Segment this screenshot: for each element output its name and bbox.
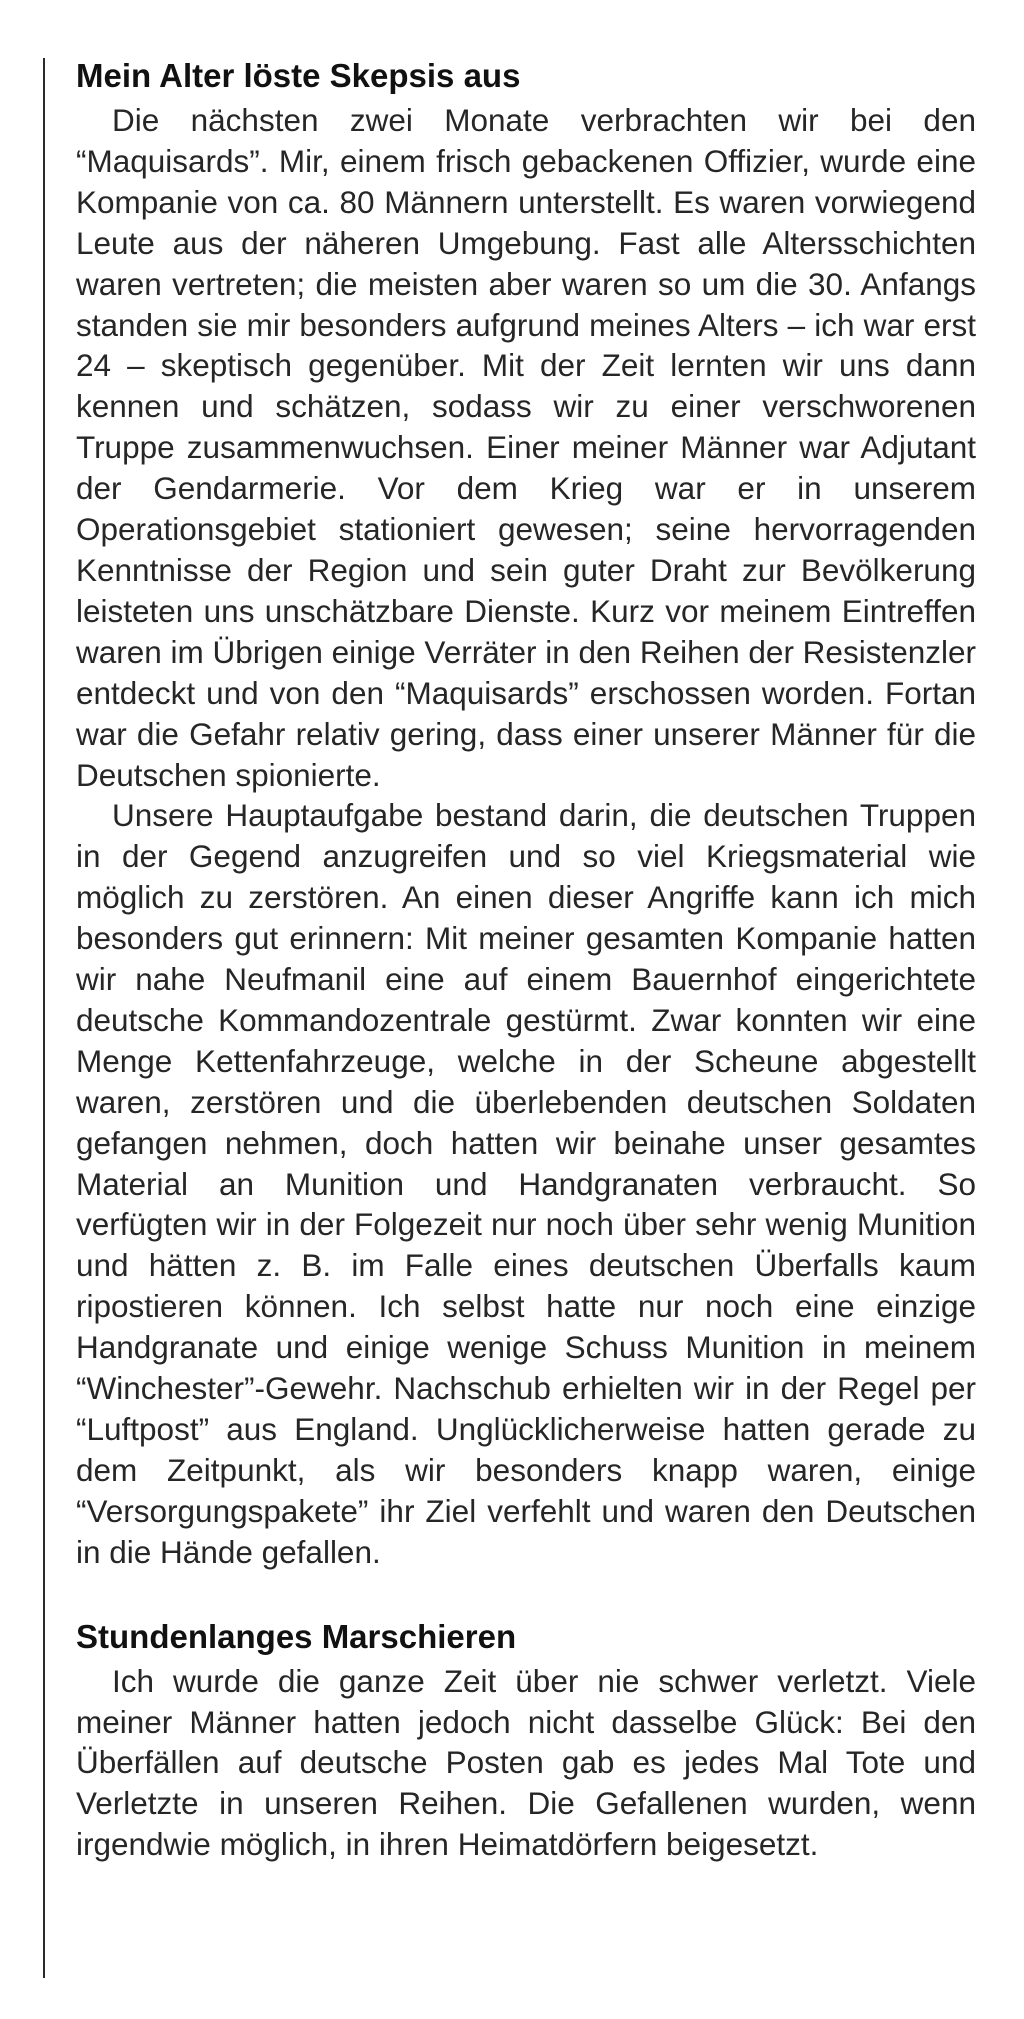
section-heading: Stundenlanges Marschieren	[76, 1617, 517, 1655]
margin-rule	[43, 58, 45, 1978]
paragraph: Unsere Hauptaufgabe bestand darin, die deutschen Truppen in der Gegend anzugreifen und so viel Kriegsmaterial wie möglich zu zerstören. An einen dieser Angriffe kann ich mich besonders gut erinnern: Mit meiner gesamten Kompanie hatten wir nahe Neufmanil eine auf einem Bauernhof eingerichtete deutsche Kommandozentrale gestürmt. Zwar konnten wir eine Menge Kettenfahrzeuge, welche in der Scheune abgestellt waren, zerstören und die überlebenden deutschen Soldaten gefangen nehmen, doch hatten wir beinahe unser gesamtes Material an Munition und Handgranaten verbraucht. So verfügten wir in der Folgezeit nur noch über sehr wenig Munition und hätten z. B. im Falle eines deutschen Überfalls kaum ripostieren können. Ich selbst hatte nur noch eine einzige Handgranate und einige wenige Schuss Munition in meinem “Winchester”-Gewehr. Nachschub erhielten wir in der Regel per “Luftpost” aus England. Unglücklicherweise hatten gerade zu dem Zeitpunkt, als wir besonders knapp waren, einige “Versorgungspakete” ihr Ziel verfehlt und waren den Deutschen in die Hände gefallen.	[76, 797, 976, 1570]
section-spacer	[76, 1573, 976, 1613]
section-heading: Mein Alter löste Skepsis aus	[76, 57, 521, 94]
section-mein-alter	[76, 52, 976, 1573]
paragraph: Ich wurde die ganze Zeit über nie schwer verletzt. Viele meiner Männer hatten jedoch nicht dasselbe Glück: Bei den Überfällen auf deutsche Posten gab es jedes Mal Tote und Verletzte in unseren Reihen. Die Gefallenen wurden, wenn irgendwie möglich, in ihren Heimatdörfern beigesetzt.	[76, 1662, 976, 1863]
article-body	[76, 52, 976, 1865]
paragraph: Die nächsten zwei Monate verbrachten wir bei den “Maquisards”. Mir, einem frisch gebackenen Offizier, wurde eine Kompanie von ca. 80 Männern unterstellt. Es waren vorwiegend Leute aus der näheren Umgebung. Fast alle Altersschichten waren vertreten; die meisten aber waren so um die 30. Anfangs standen sie mir besonders aufgrund meines Alters – ich war erst 24 – skeptisch gegenüber. Mit der Zeit lernten wir uns dann kennen und schätzen, sodass wir zu einer verschworenen Truppe zusammenwuchsen. Einer meiner Männer war Adjutant der Gendarmerie. Vor dem Krieg war er in unserem Operationsgebiet stationiert gewesen; seine hervorragenden Kenntnisse der Region und sein guter Draht zur Bevölkerung leisteten uns unschätzbare Dienste. Kurz vor meinem Eintreffen waren im Übrigen einige Verräter in den Reihen der Resistenzler entdeckt und von den “Maquisards” erschossen worden. Fortan war die Gefahr relativ gering, dass einer unserer Männer für die Deutschen spionierte.	[76, 102, 976, 793]
section-marschieren	[76, 1613, 976, 1866]
